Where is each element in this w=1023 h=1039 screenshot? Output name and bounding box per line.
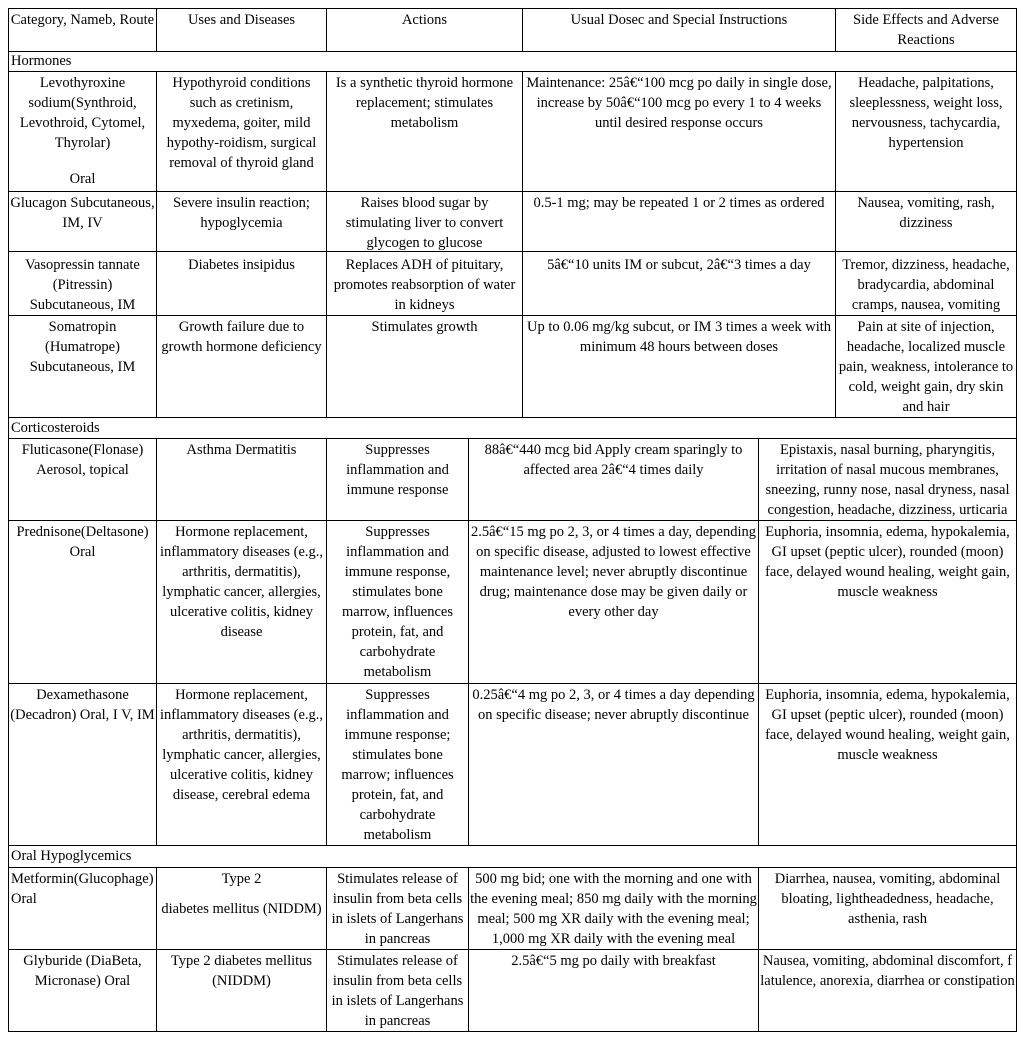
actions-glyburide: Stimulates release of insulin from beta cells in islets of Langerhans in pancreas (331, 953, 464, 1029)
side-effects-somatropin: Pain at site of injection, headache, localized muscle pain, weakness, intolerance to cold, weight gain, dry skin and hair (838, 319, 1014, 415)
row-divider (9, 683, 1016, 684)
actions-fluticasone: Suppresses inflammation and immune response (346, 442, 449, 498)
row-divider (9, 71, 1016, 72)
dose-levothyroxine: Maintenance: 25â€“100 mcg po daily in single dose, increase by 50â€“100 mcg po every 1 to 4 weeks until desired response occurs (526, 75, 832, 131)
dose-prednisone: 2.5â€“15 mg po 2, 3, or 4 times a day, depending on specific disease, adjusted to lowest effective maintenance level; never abruptly discontinue drug; maintenance dose may be given daily or every other day (471, 524, 756, 620)
row-divider (9, 191, 1016, 192)
actions-glucagon: Raises blood sugar by stimulating liver to convert glycogen to glucose (345, 195, 504, 251)
row-divider (9, 845, 1016, 846)
actions-metformin: Stimulates release of insulin from beta cells in islets of Langerhans in pancreas (331, 871, 464, 947)
col-divider (468, 438, 469, 845)
row-divider (9, 417, 1016, 418)
uses-fluticasone: Asthma Dermatitis (186, 442, 297, 458)
header-actions: Actions (401, 12, 448, 28)
drug-name-vasopressin: Vasopressin tannate (Pitressin) Subcutaneous, IM (25, 257, 140, 313)
side-effects-dexamethasone: Euphoria, insomnia, edema, hypokalemia, GI upset (peptic ulcer), rounded (moon) face, delayed wound healing, weight gain, muscle weakness (765, 687, 1010, 763)
header-category: Category, Nameb, Route (10, 12, 155, 28)
row-divider (9, 867, 1016, 868)
actions-vasopressin: Replaces ADH of pituitary, promotes reabsorption of water in kidneys (333, 257, 516, 313)
uses-prednisone: Hormone replacement, inflammatory diseases (e.g., arthritis, dermatitis), lymphatic cancer, allergies, ulcerative colitis, kidney disease (159, 524, 324, 640)
dose-somatropin: Up to 0.06 mg/kg subcut, or IM 3 times a week with minimum 48 hours between doses (526, 319, 832, 355)
dose-glucagon: 0.5-1 mg; may be repeated 1 or 2 times as ordered (533, 195, 825, 211)
uses-glyburide: Type 2 diabetes mellitus (NIDDM) (170, 953, 313, 989)
drug-name-dexamethasone: Dexamethasone (Decadron) Oral, I V, IM (10, 687, 155, 723)
side-effects-levothyroxine: Headache, palpitations, sleeplessness, weight loss, nervousness, tachycardia, hypertension (849, 75, 1003, 151)
drug-name-glucagon: Glucagon Subcutaneous, IM, IV (10, 195, 155, 231)
uses-dexamethasone: Hormone replacement, inflammatory diseases (e.g., arthritis, dermatitis), lymphatic cancer, allergies, ulcerative colitis, kidney disease, cerebral edema (159, 687, 324, 803)
uses-somatropin: Growth failure due to growth hormone deficiency (161, 319, 322, 355)
header-dose: Usual Dosec and Special Instructions (570, 12, 788, 28)
section-corticosteroids: Corticosteroids (11, 420, 100, 436)
drug-table (8, 8, 1017, 1032)
header-uses: Uses and Diseases (187, 12, 296, 28)
dose-glyburide: 2.5â€“5 mg po daily with breakfast (511, 953, 716, 969)
side-effects-fluticasone: Epistaxis, nasal burning, pharyngitis, irritation of nasal mucous membranes, sneezing, runny nose, nasal dryness, nasal congestion, headache, dizziness, urticaria (765, 442, 1010, 518)
dose-vasopressin: 5â€“10 units IM or subcut, 2â€“3 times a day (547, 257, 811, 273)
uses-metformin: Type 2 diabetes mellitus (NIDDM) (161, 871, 322, 917)
drug-name-fluticasone: Fluticasone(Flonase) Aerosol, topical (21, 442, 144, 478)
drug-name-levothyroxine: Levothyroxine sodium(Synthroid, Levothroid, Cytomel, Thyrolar) Oral (9, 73, 156, 189)
drug-name-somatropin: Somatropin (Humatrope) Subcutaneous, IM (29, 319, 136, 375)
drug-name-prednisone: Prednisone(Deltasone) Oral (16, 524, 149, 560)
row-divider (9, 438, 1016, 439)
section-oral-hypoglycemics: Oral Hypoglycemics (11, 848, 132, 864)
row-divider (9, 315, 1016, 316)
uses-levothyroxine: Hypothyroid conditions such as cretinism, myxedema, goiter, mild hypothy-roidism, surgical removal of thyroid gland (166, 75, 317, 171)
row-divider (9, 51, 1016, 52)
actions-levothyroxine: Is a synthetic thyroid hormone replacement; stimulates metabolism (335, 75, 514, 131)
row-divider (9, 949, 1016, 950)
drug-name-metformin: Metformin(Glucophage) Oral (11, 871, 154, 907)
section-hormones: Hormones (11, 53, 72, 69)
table-grid (8, 8, 1017, 1032)
side-effects-glucagon: Nausea, vomiting, rash, dizziness (857, 195, 995, 231)
drug-name-glyburide: Glyburide (DiaBeta, Micronase) Oral (23, 953, 142, 989)
uses-vasopressin: Diabetes insipidus (188, 257, 295, 273)
actions-somatropin: Stimulates growth (371, 319, 478, 335)
dose-fluticasone: 88â€“440 mcg bid Apply cream sparingly to affected area 2â€“4 times daily (484, 442, 743, 478)
header-side-effects: Side Effects and Adverse Reactions (853, 12, 999, 48)
uses-glucagon: Severe insulin reaction; hypoglycemia (173, 195, 310, 231)
actions-dexamethasone: Suppresses inflammation and immune response; stimulates bone marrow; influences protein, fat, and carbohydrate metabolism (341, 687, 454, 843)
side-effects-prednisone: Euphoria, insomnia, edema, hypokalemia, GI upset (peptic ulcer), rounded (moon) face, delayed wound healing, weight gain, muscle weakness (765, 524, 1010, 600)
row-divider (9, 520, 1016, 521)
side-effects-metformin: Diarrhea, nausea, vomiting, abdominal bloating, lightheadedness, headache, asthenia, rash (774, 871, 1001, 927)
side-effects-vasopressin: Tremor, dizziness, headache, bradycardia, abdominal cramps, nausea, vomiting (842, 257, 1010, 313)
dose-dexamethasone: 0.25â€“4 mg po 2, 3, or 4 times a day depending on specific disease; never abruptly discontinue (472, 687, 755, 723)
route-levothyroxine: Oral (69, 171, 96, 187)
side-effects-glyburide: Nausea, vomiting, abdominal discomfort, f latulence, anorexia, diarrhea or constipation (760, 953, 1015, 989)
dose-metformin: 500 mg bid; one with the morning and one with the evening meal; 850 mg daily with the morning meal; 500 mg XR daily with the evening meal; 1,000 mg XR daily with the evening meal (470, 871, 757, 947)
actions-prednisone: Suppresses inflammation and immune response, stimulates bone marrow, influences protein, fat, and carbohydrate metabolism (342, 524, 453, 680)
